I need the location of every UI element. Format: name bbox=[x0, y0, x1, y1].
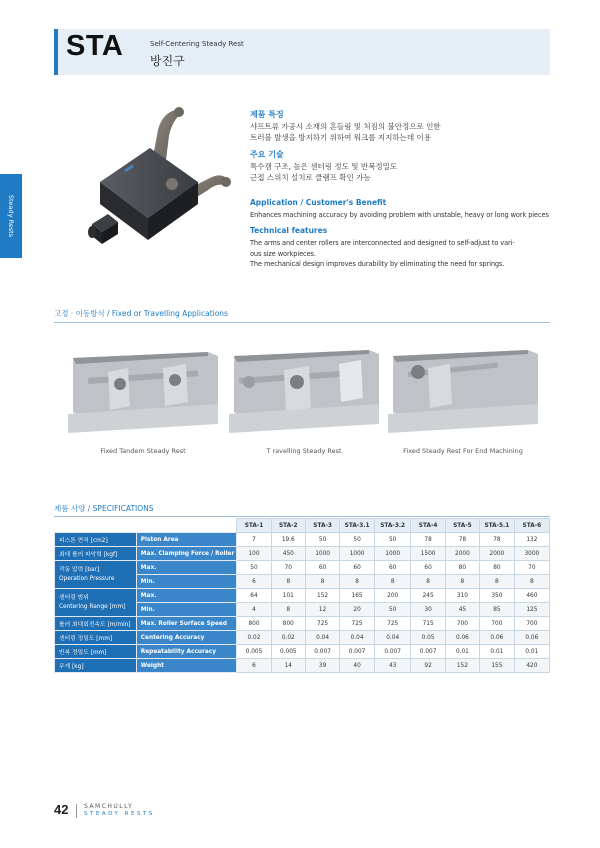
feature-body-en-2-line2: ous size workpieces. bbox=[250, 249, 316, 258]
cell: 60 bbox=[411, 561, 445, 575]
cell: 245 bbox=[411, 589, 445, 603]
row-label-ko-line1: 센터링 범위 bbox=[59, 594, 89, 601]
model-col: STA-4 bbox=[411, 519, 445, 533]
model-col: STA-5.1 bbox=[480, 519, 515, 533]
feature-body-ko-2 bbox=[250, 161, 397, 183]
row-label-en: Max. bbox=[136, 561, 237, 575]
feature-body-en-2 bbox=[250, 238, 550, 270]
row-label-ko: 무게 [kg] bbox=[55, 659, 137, 673]
cell: 450 bbox=[271, 547, 305, 561]
brand-logo: SAMCHULLY bbox=[84, 803, 134, 810]
cell: 1500 bbox=[411, 547, 445, 561]
cell: 0.05 bbox=[411, 631, 445, 645]
cell: 50 bbox=[340, 533, 375, 547]
spec-table bbox=[54, 518, 550, 673]
cell: 1000 bbox=[374, 547, 411, 561]
row-label-en: Min. bbox=[136, 603, 237, 617]
cell: 60 bbox=[305, 561, 339, 575]
cell: 155 bbox=[480, 659, 515, 673]
cell: 20 bbox=[340, 603, 375, 617]
product-image bbox=[80, 100, 240, 265]
feature-body-ko-1-line2: 트러블 발생을 방지하기 위하여 워크를 지지하는데 이용 bbox=[250, 133, 431, 142]
cell: 420 bbox=[514, 659, 549, 673]
cell: 64 bbox=[237, 589, 271, 603]
row-label-ko: 최대 롤러 파악력 [kgf] bbox=[55, 547, 137, 561]
cell: 8 bbox=[374, 575, 411, 589]
row-label-ko bbox=[55, 589, 137, 617]
cell: 50 bbox=[237, 561, 271, 575]
cell: 40 bbox=[340, 659, 375, 673]
cell: 125 bbox=[514, 603, 549, 617]
row-surface-speed bbox=[55, 617, 550, 631]
model-col: STA-3 bbox=[305, 519, 339, 533]
row-label-ko: 피스톤 면적 [cm2] bbox=[55, 533, 137, 547]
row-range-max bbox=[55, 589, 550, 603]
feature-body-ko-1 bbox=[250, 121, 441, 143]
cell: 0.01 bbox=[514, 645, 549, 659]
cell: 1000 bbox=[305, 547, 339, 561]
cell: 715 bbox=[411, 617, 445, 631]
row-centering-accuracy bbox=[55, 631, 550, 645]
row-label-en: Min. bbox=[136, 575, 237, 589]
cell: 0.007 bbox=[411, 645, 445, 659]
cell: 4 bbox=[237, 603, 271, 617]
cell: 8 bbox=[271, 603, 305, 617]
row-label-en: Max. Clamping Force / Roller bbox=[136, 547, 237, 561]
row-label-ko-line2: Operation Pressure bbox=[59, 575, 115, 582]
cell: 0.02 bbox=[237, 631, 271, 645]
side-tab-label: Steady Rests bbox=[7, 194, 15, 238]
cell: 70 bbox=[271, 561, 305, 575]
cell: 80 bbox=[480, 561, 515, 575]
row-label-ko-line2: Centering Range [mm] bbox=[59, 603, 126, 610]
side-tab bbox=[0, 174, 22, 258]
specs-rule bbox=[54, 516, 550, 517]
cell: 78 bbox=[445, 533, 479, 547]
cell: 132 bbox=[514, 533, 549, 547]
cell: 6 bbox=[237, 659, 271, 673]
feature-body-en-1: Enhances machining accuracy by avoiding problem with unstable, heavy or long work pieces bbox=[250, 211, 549, 219]
cell: 0.06 bbox=[514, 631, 549, 645]
cell: 0.01 bbox=[480, 645, 515, 659]
cell: 19.6 bbox=[271, 533, 305, 547]
feature-head-ko-1: 제품 특징 bbox=[250, 110, 284, 119]
cell: 50 bbox=[305, 533, 339, 547]
cell: 200 bbox=[374, 589, 411, 603]
cell: 100 bbox=[237, 547, 271, 561]
feature-body-en-2-line3: The mechanical design improves durability by eliminating the need for springs. bbox=[250, 260, 505, 268]
fixed-tandem-image bbox=[68, 348, 218, 433]
feature-head-en-2: Technical features bbox=[250, 226, 328, 235]
cell: 0.005 bbox=[237, 645, 271, 659]
brand-subline: STEADY RESTS bbox=[84, 811, 155, 817]
cell: 80 bbox=[445, 561, 479, 575]
cell: 101 bbox=[271, 589, 305, 603]
cell: 2000 bbox=[445, 547, 479, 561]
row-label-ko: 센터링 정밀도 [mm] bbox=[55, 631, 137, 645]
row-label-ko-line1: 작동 압력 [bar] bbox=[59, 566, 100, 573]
cell: 725 bbox=[305, 617, 339, 631]
cell: 8 bbox=[411, 575, 445, 589]
model-col: STA-3.1 bbox=[340, 519, 375, 533]
subtitle-en: Self-Centering Steady Rest bbox=[150, 40, 244, 48]
cell: 800 bbox=[237, 617, 271, 631]
cell: 1000 bbox=[340, 547, 375, 561]
cell: 2000 bbox=[480, 547, 515, 561]
cell: 165 bbox=[340, 589, 375, 603]
cell: 700 bbox=[445, 617, 479, 631]
spec-header-row bbox=[55, 519, 550, 533]
cell: 7 bbox=[237, 533, 271, 547]
cell: 8 bbox=[480, 575, 515, 589]
row-label-en: Repeatability Accuracy bbox=[136, 645, 237, 659]
specs-title-en: SPECIFICATIONS bbox=[92, 504, 154, 513]
cell: 0.06 bbox=[445, 631, 479, 645]
model-col: STA-1 bbox=[237, 519, 271, 533]
cell: 50 bbox=[374, 603, 411, 617]
feature-body-ko-1-line1: 샤프트류 가공시 소재의 흔들림 및 처짐의 불안정으로 인한 bbox=[250, 122, 441, 131]
row-weight bbox=[55, 659, 550, 673]
row-label-en: Max. bbox=[136, 589, 237, 603]
cell: 8 bbox=[305, 575, 339, 589]
specs-title bbox=[54, 503, 154, 514]
row-piston-area bbox=[55, 533, 550, 547]
cell: 78 bbox=[411, 533, 445, 547]
cell: 60 bbox=[374, 561, 411, 575]
specs-title-ko: 제품 사양 bbox=[54, 504, 86, 513]
cell: 700 bbox=[514, 617, 549, 631]
applications-title-en: Fixed or Travelling Applications bbox=[111, 309, 228, 318]
cell: 70 bbox=[514, 561, 549, 575]
cell: 0.007 bbox=[374, 645, 411, 659]
cell: 0.005 bbox=[271, 645, 305, 659]
cell: 0.04 bbox=[340, 631, 375, 645]
cell: 8 bbox=[514, 575, 549, 589]
cell: 0.06 bbox=[480, 631, 515, 645]
cell: 725 bbox=[374, 617, 411, 631]
cell: 700 bbox=[480, 617, 515, 631]
cell: 14 bbox=[271, 659, 305, 673]
spec-header-blank bbox=[55, 519, 237, 533]
row-label-en: Centering Accuracy bbox=[136, 631, 237, 645]
page-number: 42 bbox=[54, 802, 69, 817]
specs-title-sep: / bbox=[85, 504, 93, 513]
row-label-ko bbox=[55, 561, 137, 589]
cell: 85 bbox=[480, 603, 515, 617]
cell: 8 bbox=[445, 575, 479, 589]
cell: 0.007 bbox=[340, 645, 375, 659]
cell: 310 bbox=[445, 589, 479, 603]
cell: 8 bbox=[271, 575, 305, 589]
cell: 8 bbox=[340, 575, 375, 589]
subtitle-ko: 방진구 bbox=[150, 54, 185, 68]
caption-fixed-tandem: Fixed Tandem Steady Rest bbox=[100, 447, 186, 455]
cell: 460 bbox=[514, 589, 549, 603]
header-band bbox=[58, 29, 550, 75]
row-label-en: Max. Roller Surface Speed bbox=[136, 617, 237, 631]
row-label-en: Weight bbox=[136, 659, 237, 673]
cell: 39 bbox=[305, 659, 339, 673]
model-col: STA-3.2 bbox=[374, 519, 411, 533]
cell: 78 bbox=[480, 533, 515, 547]
cell: 43 bbox=[374, 659, 411, 673]
row-pressure-max bbox=[55, 561, 550, 575]
applications-rule bbox=[54, 322, 550, 323]
cell: 0.01 bbox=[445, 645, 479, 659]
caption-travelling: T ravelling Steady Rest bbox=[266, 447, 342, 455]
cell: 12 bbox=[305, 603, 339, 617]
feature-body-en-2-line1: The arms and center rollers are interconnected and designed to self-adjust to vari- bbox=[250, 239, 515, 247]
cell: 30 bbox=[411, 603, 445, 617]
cell: 800 bbox=[271, 617, 305, 631]
applications-title bbox=[54, 308, 228, 319]
cell: 350 bbox=[480, 589, 515, 603]
feature-head-en-1: Application / Customer's Benefit bbox=[250, 198, 387, 207]
row-label-en: Piston Area bbox=[136, 533, 237, 547]
cell: 45 bbox=[445, 603, 479, 617]
applications-title-ko: 고정 · 이동방식 bbox=[54, 309, 105, 318]
feature-body-ko-2-line1: 특수캠 구조, 높은 센터링 정도 및 반복정밀도 bbox=[250, 162, 398, 171]
row-label-ko: 롤러 최대회전속도 [m/min] bbox=[55, 617, 137, 631]
cell: 92 bbox=[411, 659, 445, 673]
header-accent-bar bbox=[54, 29, 58, 75]
footer-divider bbox=[76, 804, 77, 818]
row-repeatability bbox=[55, 645, 550, 659]
model-col: STA-2 bbox=[271, 519, 305, 533]
cell: 0.02 bbox=[271, 631, 305, 645]
cell: 0.007 bbox=[305, 645, 339, 659]
cell: 725 bbox=[340, 617, 375, 631]
feature-head-ko-2: 주요 기술 bbox=[250, 150, 284, 159]
cell: 3000 bbox=[514, 547, 549, 561]
applications-title-sep: / bbox=[104, 309, 112, 318]
end-machining-image bbox=[388, 348, 538, 433]
row-label-ko: 반복 정밀도 [mm] bbox=[55, 645, 137, 659]
row-clamping-force bbox=[55, 547, 550, 561]
caption-end-machining: Fixed Steady Rest For End Machining bbox=[403, 447, 523, 455]
cell: 50 bbox=[374, 533, 411, 547]
model-col: STA-5 bbox=[445, 519, 479, 533]
model-col: STA-6 bbox=[514, 519, 549, 533]
travelling-image bbox=[229, 348, 379, 433]
cell: 60 bbox=[340, 561, 375, 575]
cell: 0.04 bbox=[305, 631, 339, 645]
cell: 0.04 bbox=[374, 631, 411, 645]
cell: 6 bbox=[237, 575, 271, 589]
feature-body-ko-2-line2: 근접 스위치 설치로 클램프 확인 가능 bbox=[250, 173, 371, 182]
model-title: STA bbox=[66, 30, 124, 62]
cell: 152 bbox=[305, 589, 339, 603]
cell: 152 bbox=[445, 659, 479, 673]
